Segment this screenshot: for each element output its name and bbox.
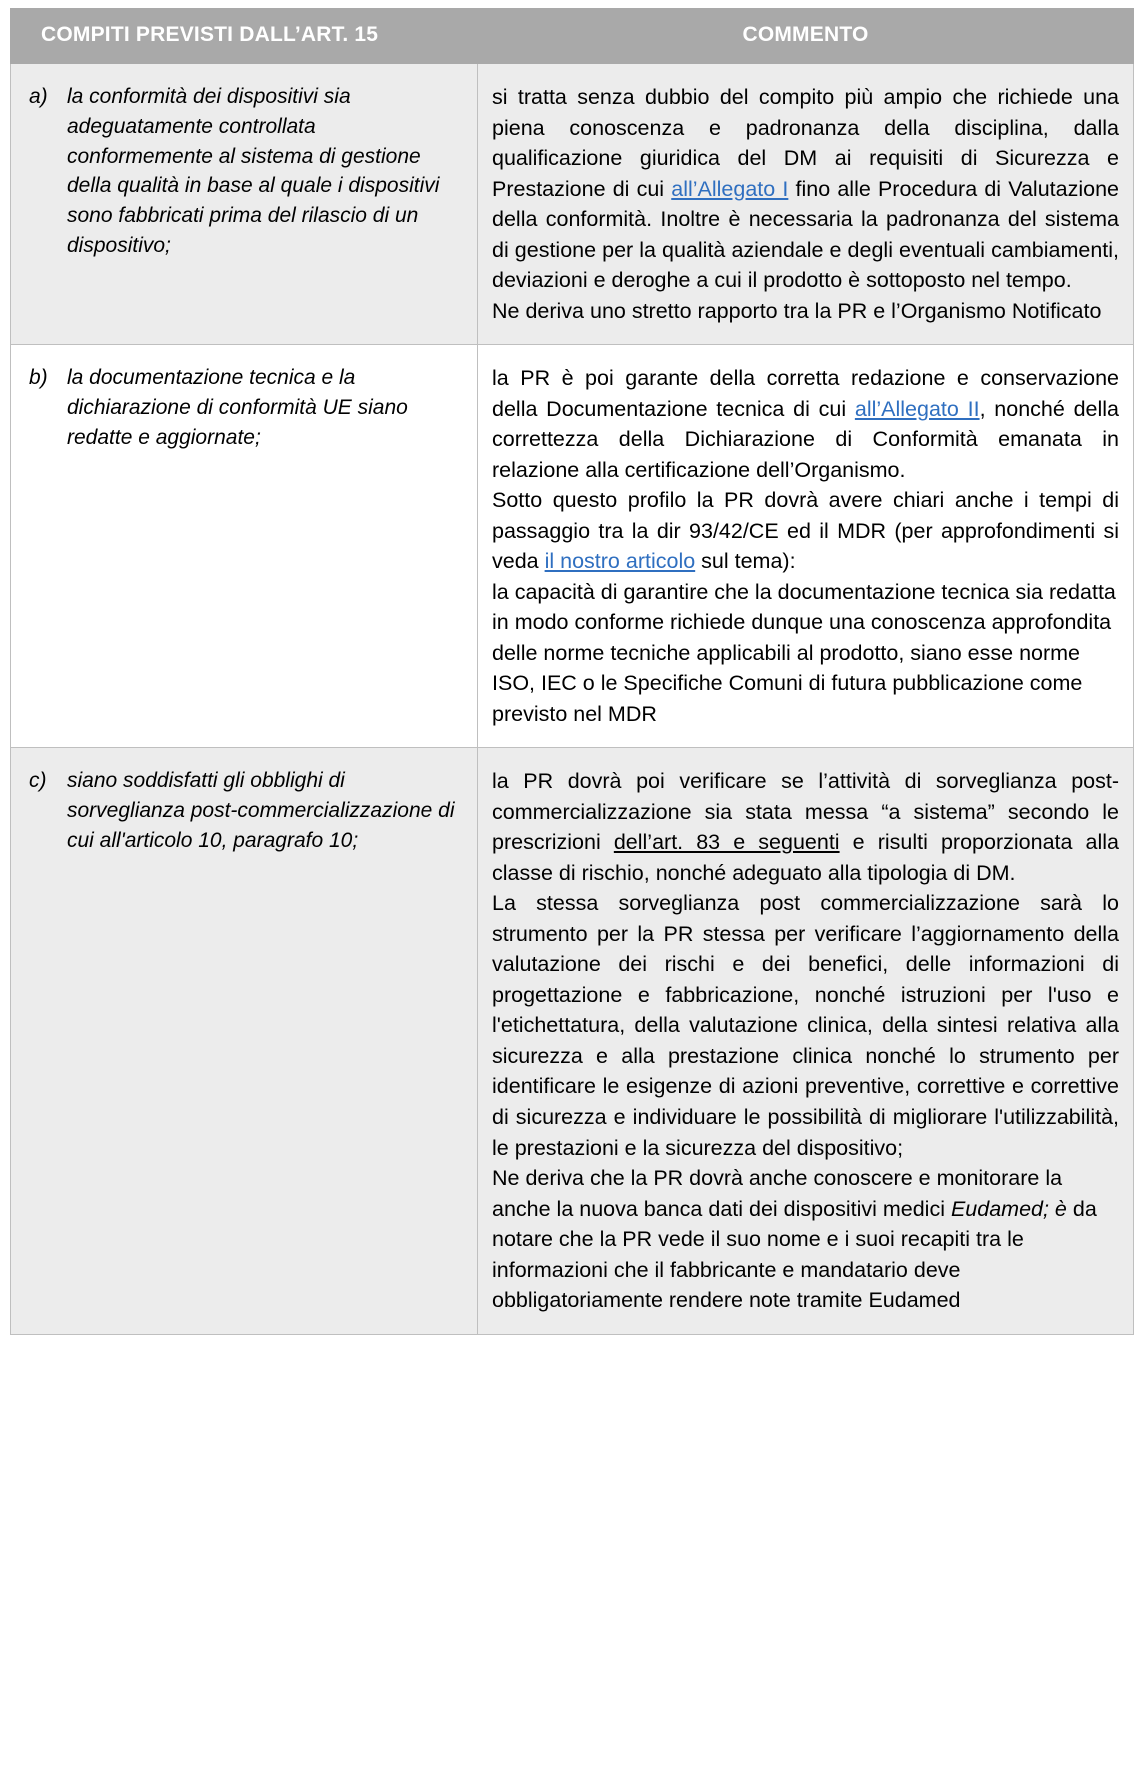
comment-paragraph [492,888,1119,1163]
duty-row-content [25,363,465,452]
duty-text: siano soddisfatti gli obblighi di sorveglianza post-commercializzazione di cui all'articolo 10, paragrafo 10; [67,769,455,852]
duty-cell [11,748,478,1334]
table-body [11,64,1134,1335]
column-header-duties: COMPITI PREVISTI DALL’ART. 15 [11,9,478,64]
italic-term: Eudamed; è [950,1196,1067,1221]
comment-paragraph [492,82,1119,296]
comment-text: la PR dovrà poi verificare se l’attività di sorveglianza post- commercializzazione sia stata messa “a sistema” secondo le prescrizioni [492,769,1119,855]
comment-paragraph [492,1163,1119,1316]
comment-text: la PR è poi garante della corretta redazione e conservazione della Documentazione tecnica di cui [492,366,1119,421]
comment-paragraph [492,363,1119,485]
inline-link[interactable]: il nostro articolo [544,549,696,574]
comment-text: Sotto questo profilo la PR dovrà avere chiari anche i tempi di passaggio tra la dir 93/42/CE ed il MDR (per approfondimenti si veda [492,488,1119,574]
duty-list-marker: c) [29,769,47,793]
comment-paragraph [492,296,1119,327]
comment-text: , nonché della correttezza della Dichiarazione di Conformità emanata in relazione alla certificazione dell’Organismo. [492,396,1119,482]
duty-row-content [25,766,465,855]
duty-text: la documentazione tecnica e la dichiarazione di conformità UE siano redatte e aggiornate; [67,366,408,449]
comment-paragraph [492,577,1119,730]
duties-comment-table [10,8,1134,1335]
comment-cell [478,748,1134,1334]
inline-link[interactable]: all’Allegato I [671,176,789,201]
inline-link[interactable]: all’Allegato II [854,396,980,421]
comment-body [492,363,1119,729]
comment-body [492,82,1119,326]
table-header-row [11,9,1134,64]
table-header [11,9,1134,64]
comment-paragraph [492,766,1119,888]
comment-text: sul tema): [695,549,796,574]
comment-text: Ne deriva uno stretto rapporto tra la PR e l’Organismo Notificato [492,298,1102,323]
comment-text: la capacità di garantire che la documentazione tecnica sia redatta in modo conforme richiede dunque una conoscenza approfondita delle norme tecniche applicabili al prodotto, siano esse norme ISO, IEC o le Specifiche Comuni di futura pubblicazione come previsto nel MDR [492,579,1116,726]
duty-cell [11,64,478,345]
column-header-comment: COMMENTO [478,9,1134,64]
duty-list-marker: a) [29,85,48,108]
table-row [11,748,1134,1334]
comment-text: da notare che la PR vede il suo nome e i suoi recapiti tra le informazioni che il fabbricante e mandatario deve obbligatoriamente rendere note tramite Eudamed [492,1196,1097,1313]
duty-row-content [25,82,465,261]
comment-text: e risulti proporzionata alla classe di rischio, nonché adeguato alla tipologia di DM. [492,830,1120,885]
comment-text: si tratta senza dubbio del compito più ampio che richiede una piena conoscenza e padronanza della disciplina, dalla qualificazione giuridica del DM ai requisiti di Sicurezza e Prestazione di cui [492,85,1119,201]
comment-text: fino alle Procedura di Valutazione della conformità. Inoltre è necessaria la padronanza del sistema di gestione per la qualità aziendale e degli eventuali cambiamenti, deviazioni e deroghe a cui il prodotto è sottoposto nel tempo. [492,176,1119,293]
table-row [11,64,1134,345]
comment-cell [478,64,1134,345]
table-row [11,345,1134,748]
comment-text: Ne deriva che la PR dovrà anche conoscere e monitorare la anche la nuova banca dati dei dispositivi medici [492,1166,1063,1221]
underlined-reference: dell’art. 83 e seguenti [613,830,840,855]
comment-paragraph [492,485,1119,577]
comment-cell [478,345,1134,748]
comment-text: La stessa sorveglianza post commercializzazione sarà lo strumento per la PR stessa per verificare l’aggiornamento della valutazione dei rischi e dei benefici, delle informazioni di progettazione e fabbricazione, nonché istruzioni per l'uso e l'etichettatura, della valutazione clinica, della sintesi relativa alla sicurezza e alla prestazione clinica nonché lo strumento per identificare le esigenze di azioni preventive, correttive e correttive di sicurezza e individuare le possibilità di migliorare l'utilizzabilità, le prestazioni e la sicurezza del dispositivo; [492,891,1119,1160]
duty-list-marker: b) [29,366,48,390]
duty-cell [11,345,478,748]
duty-text: la conformità dei dispositivi sia adeguatamente controllata conformemente al sistema di gestione della qualità in base al quale i dispositivi sono fabbricati prima del rilascio di un dispositivo; [67,85,440,258]
comment-body [492,766,1119,1315]
